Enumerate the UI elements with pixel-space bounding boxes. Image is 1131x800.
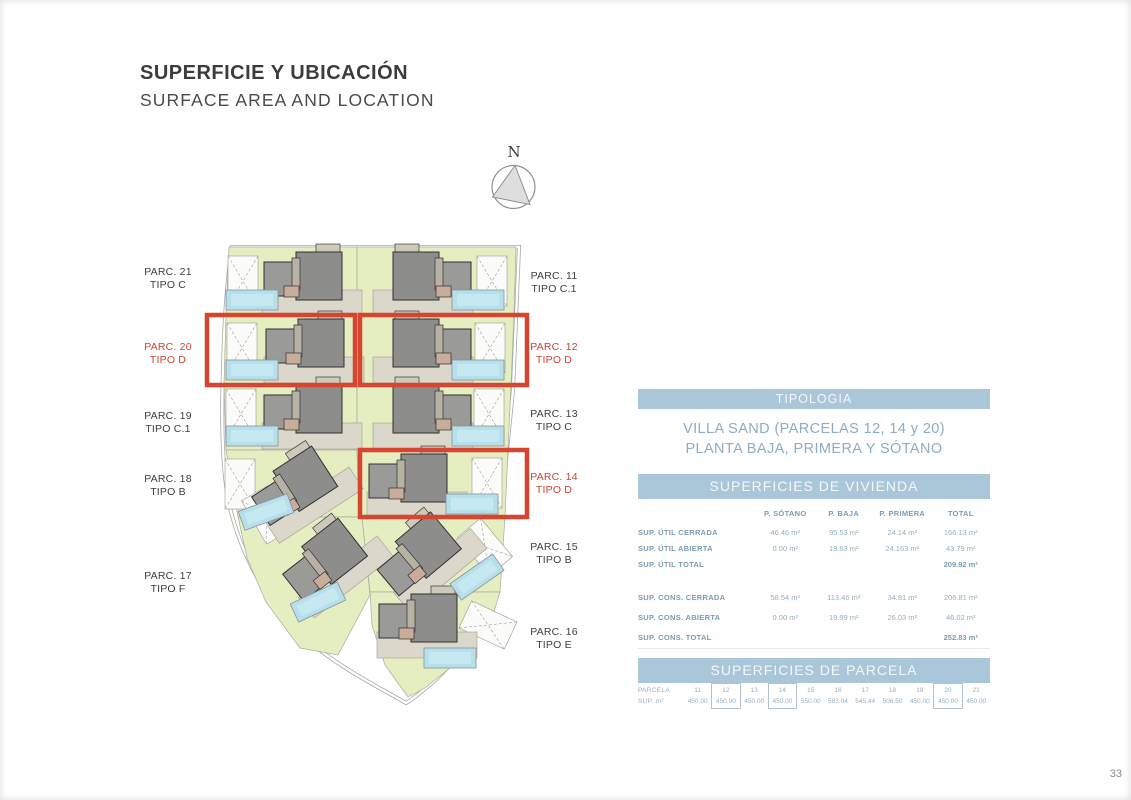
tipologia-header-bar: TIPOLOGIA [638, 389, 990, 409]
column-header-sotano: P. SÓTANO [764, 508, 807, 518]
parcel-label-11: PARC. 11 TIPO C.1 [530, 270, 578, 295]
compass-north-label: N [507, 143, 521, 161]
parcela-col-11: 11 450.00 [687, 687, 708, 705]
table-row: SUP. ÚTIL TOTAL 209.92 m² [638, 559, 978, 569]
parcel-label-12: PARC. 12 TIPO D [530, 341, 578, 366]
parcela-col-14: 14 450.00 [768, 683, 797, 709]
column-header-total: TOTAL [947, 508, 974, 518]
parcel-label-17: PARC. 17 TIPO F [144, 570, 192, 595]
parcela-col-13: 13 450.00 [744, 687, 765, 705]
vivienda-table [638, 505, 990, 647]
parcela-col-12: 12 450.00 [711, 683, 740, 709]
parcela-col-18: 18 506.50 [882, 687, 903, 705]
tipologia-description [638, 419, 990, 459]
table-row: SUP. ÚTIL CERRADA 46.46 m² 95.53 m² 24.14 m² 166.13 m² [638, 527, 978, 537]
parcel-label-18: PARC. 18 TIPO B [144, 473, 192, 498]
tipologia-line2: PLANTA BAJA, PRIMERA Y SÓTANO [685, 441, 943, 457]
tipologia-line1: VILLA SAND (PARCELAS 12, 14 y 20) [683, 421, 945, 437]
parcela-col-17: 17 545.44 [855, 687, 876, 705]
north-compass-icon [484, 138, 546, 212]
page-title: SUPERFICIE Y UBICACIÓN [140, 62, 409, 84]
parcela-col-16: 16 583.04 [828, 687, 848, 705]
parcel-label-15: PARC. 15 TIPO B [530, 541, 578, 566]
parcel-label-14: PARC. 14 TIPO D [530, 471, 578, 496]
page-number: 33 [1109, 768, 1122, 780]
divider-line [638, 648, 990, 649]
parcel-label-20: PARC. 20 TIPO D [144, 341, 192, 366]
parcel-label-19: PARC. 19 TIPO C.1 [144, 410, 192, 435]
column-header-primera: P. PRIMERA [879, 508, 926, 518]
parcela-row-labels: PARCELA SUP. m² [638, 687, 670, 705]
parcel-label-21: PARC. 21 TIPO C [144, 266, 192, 291]
table-row: SUP. CONS. CERRADA 58.54 m² 113.46 m² 34.81 m² 206.81 m² [638, 592, 978, 602]
table-row: SUP. CONS. TOTAL 252.83 m² [638, 632, 978, 642]
parcela-header-bar: SUPERFICIES DE PARCELA [638, 658, 990, 683]
parcel-label-16: PARC. 16 TIPO E [530, 626, 578, 651]
site-plan-map [200, 232, 545, 747]
page-subtitle: SURFACE AREA AND LOCATION [140, 90, 435, 110]
vivienda-header-bar: SUPERFICIES DE VIVIENDA [638, 474, 990, 499]
table-row: SUP. ÚTIL ABIERTA 0.00 m² 19.63 m² 24.163 m² 43.79 m² [638, 543, 976, 553]
column-header-baja: P. BAJA [828, 508, 860, 518]
parcela-col-20: 20 450.00 [933, 683, 962, 709]
parcela-table [638, 683, 990, 709]
parcela-col-19: 19 450.00 [909, 687, 930, 705]
parcela-col-15: 15 550.00 [800, 687, 821, 705]
page-title-block [140, 62, 435, 111]
table-row: SUP. CONS. ABIERTA 0.00 m² 19.99 m² 26.03 m² 46.02 m² [638, 612, 976, 622]
parcel-label-13: PARC. 13 TIPO C [530, 408, 578, 433]
parcela-col-21: 21 450.00 [966, 687, 987, 705]
vivienda-column-headers [638, 505, 990, 521]
